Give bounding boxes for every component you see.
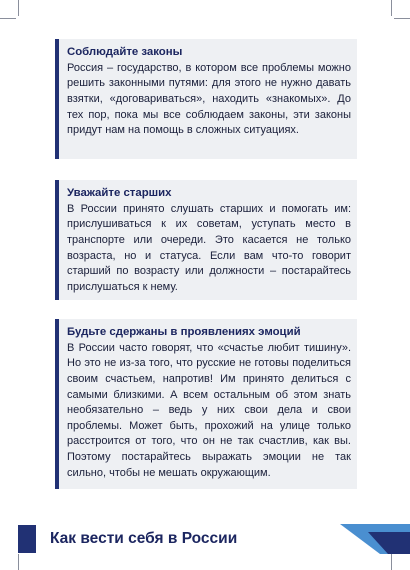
section-respect-elders <box>55 180 357 300</box>
section-text: Россия – государство, в котором все проблемы можно решить законными путями: для этого не нужно давать взятки, «договариваться», находить «знакомых». До тех пор, пока мы все соблюдаем законы, эти законы придут нам на помощь в сложных ситуациях. <box>67 61 351 137</box>
footer-accent-block <box>18 525 36 553</box>
crop-mark <box>391 0 392 16</box>
crop-mark <box>0 18 16 19</box>
crop-mark <box>391 554 392 570</box>
crop-mark <box>394 18 410 19</box>
section-title: Соблюдайте законы <box>67 46 183 58</box>
crop-mark <box>18 554 19 570</box>
section-title: Уважайте старших <box>67 187 172 199</box>
section-title: Будьте сдержаны в проявлениях эмоций <box>67 326 301 338</box>
crop-mark <box>18 0 19 16</box>
section-text: В России часто говорят, что «счастье любит тишину». Но это не из-за того, что русские не готовы поделиться своим счастьем, напротив! Им принято делиться с самыми близкими. А всем остальным об этом знать необязательно – ведь у них свои дела и свои проблемы. Может быть, прохожий на улице только расстроится от того, что он не так счастлив, как вы. Поэтому постарайтесь выражать эмоции не так сильно, чтобы не мешать окружающим. <box>67 341 351 479</box>
section-text: В России принято слушать старших и помогать им: прислушиваться к их советам, уступать место в транспорте или очереди. Это касается не только возраста, но и статуса. Если вам что-то говорит старший по возрасту или должности – постарайтесь прислушаться к нему. <box>67 202 351 293</box>
section-obey-laws <box>55 39 357 159</box>
page-footer <box>0 524 410 554</box>
corner-decoration <box>340 524 410 554</box>
footer-title: Как вести себя в России <box>50 530 238 547</box>
section-restrain-emotions <box>55 319 357 489</box>
